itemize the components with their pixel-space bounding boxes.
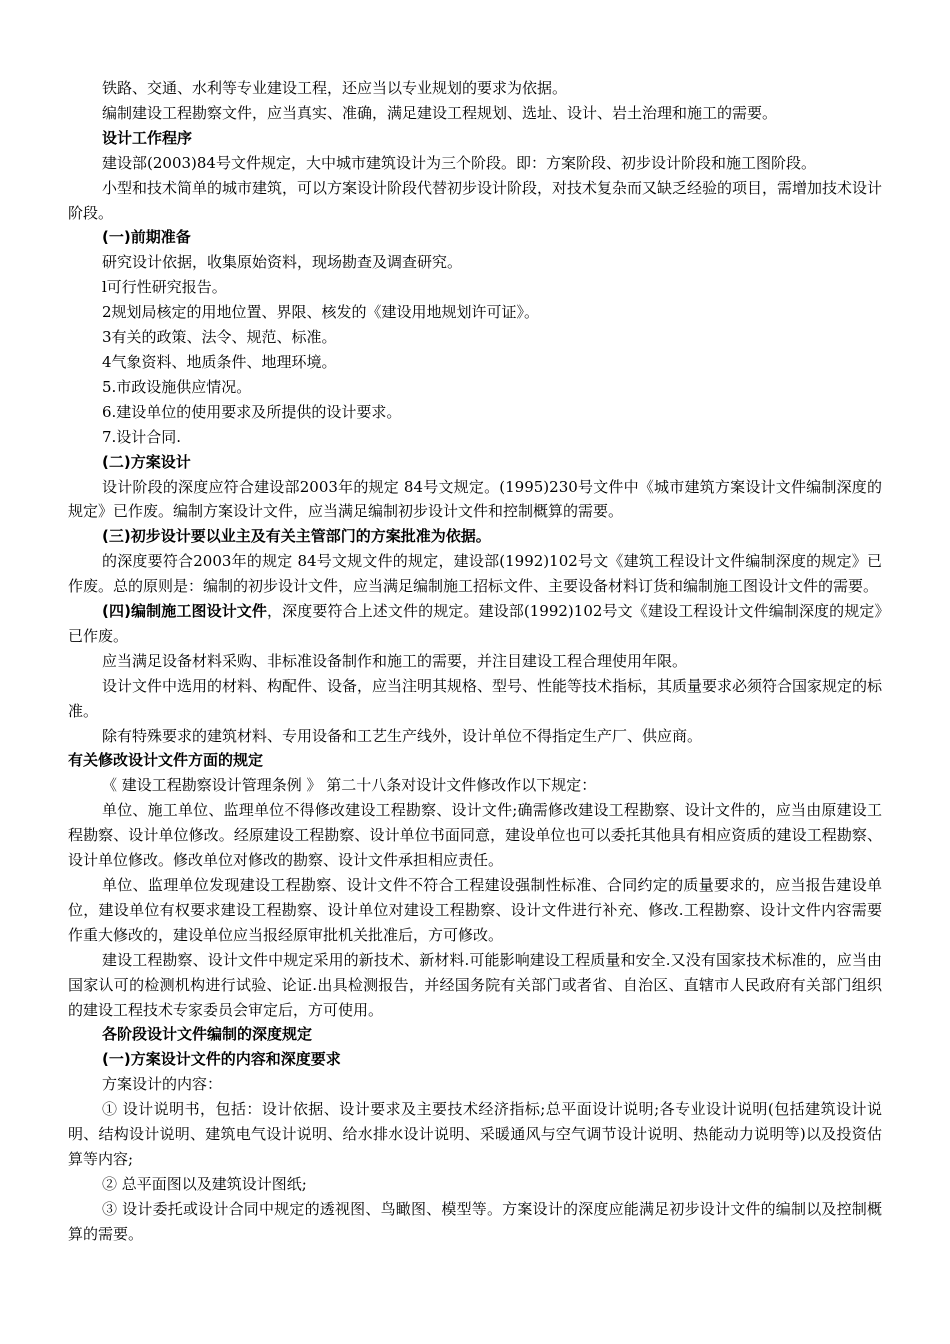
section-heading-depth-rules: 各阶段设计文件编制的深度规定 — [102, 1025, 313, 1044]
list-item-7: 7.设计合同. — [102, 427, 182, 446]
subheading-preliminary-design: (三)初步设计要以业主及有关主管部门的方案批准为依据。 — [102, 527, 491, 546]
subheading-scheme-design: (二)方案设计 — [102, 452, 191, 471]
numbered-item-2: ② 总平面图以及建筑设计图纸; — [102, 1174, 307, 1193]
list-item-3: 3有关的政策、法令、规范、标准。 — [102, 328, 337, 347]
paragraph-8-text: ，深度要符合上述文件的规定。建设部(1992)102号文《建设工程设计文件编制深度的规定》已作废。 — [68, 602, 882, 645]
section-heading-design-procedure: 设计工作程序 — [102, 128, 193, 147]
paragraph-6: 设计阶段的深度应符合建设部2003年的规定 84号文规定。(1995)230号文件中《城市建筑方案设计文件编制深度的规定》已作废。编制方案设计文件，应当满足编制初步设计文件和控制概算的需要。 — [68, 477, 882, 521]
subheading-preparation: (一)前期准备 — [102, 228, 191, 247]
list-item-4: 4气象资料、地质条件、地理环境。 — [102, 352, 337, 371]
subheading-scheme-content: (一)方案设计文件的内容和深度要求 — [102, 1050, 341, 1069]
paragraph-10: 设计文件中选用的材料、构配件、设备，应当注明其规格、型号、性能等技术指标，其质量要求必须符合国家规定的标准。 — [68, 676, 883, 720]
paragraph-7: 的深度要符合2003年的规定 84号文规文件的规定，建设部(1992)102号文《建筑工程设计文件编制深度的规定》已作废。总的原则是：编制的初步设计文件，应当满足编制施工招标文件、主要设备材料订货和编制施工图设计文件的需要。 — [68, 552, 882, 596]
list-item-5: 5.市政设施供应情况。 — [102, 377, 252, 396]
list-item-2: 2规划局核定的用地位置、界限、核发的《建设用地规划许可证》。 — [102, 303, 540, 322]
paragraph-14: 单位、监理单位发现建设工程勘察、设计文件不符合工程建设强制性标准、合同约定的质量要求的，应当报告建设单位，建设单位有权要求建设工程勘察、设计单位对建设工程勘察、设计文件进行补充、修改.工程勘察、设计文件内容需要作重大修改的，建设单位应当报经原审批机关批准后，方可修改。 — [68, 876, 882, 944]
paragraph-4: 小型和技术简单的城市建筑，可以方案设计阶段代替初步设计阶段，对技术复杂而又缺乏经验的项目，需增加技术设计阶段。 — [68, 178, 883, 222]
paragraph-13: 单位、施工单位、监理单位不得修改建设工程勘察、设计文件;确需修改建设工程勘察、设计文件的，应当由原建设工程勘察、设计单位修改。经原建设工程勘察、设计单位书面同意，建设单位也可以委托其他具有相应资质的建设工程勘察、设计单位修改。修改单位对修改的勘察、设计文件承担相应责任。 — [68, 801, 882, 870]
paragraph-15: 建设工程勘察、设计文件中规定采用的新技术、新材料.可能影响建设工程质量和安全.又没有国家技术标准的，应当由国家认可的检测机构进行试验、论证.出具检测报告，并经国务院有关部门或者省、自治区、直辖市人民政府有关部门组织的建设工程技术专家委员会审定后，方可使用。 — [68, 950, 882, 1019]
subheading-construction-drawing: (四)编制施工图设计文件 — [102, 602, 268, 621]
paragraph-3: 建设部(2003)84号文件规定，大中城市建筑设计为三个阶段。即：方案阶段、初步设计阶段和施工图阶段。 — [102, 153, 816, 172]
section-heading-modification: 有关修改设计文件方面的规定 — [68, 751, 264, 770]
list-item-6: 6.建设单位的使用要求及所提供的设计要求。 — [102, 402, 402, 421]
paragraph-2: 编制建设工程勘察文件，应当真实、准确，满足建设工程规划、选址、设计、岩土治理和施工的需要。 — [102, 103, 778, 122]
document-body — [68, 76, 882, 1247]
paragraph-9: 应当满足设备材料采购、非标准设备制作和施工的需要，并注目建设工程合理使用年限。 — [102, 651, 688, 670]
list-item-1: l可行性研究报告。 — [102, 278, 227, 297]
paragraph-16: 方案设计的内容： — [102, 1075, 223, 1094]
paragraph-11: 除有特殊要求的建筑材料、专用设备和工艺生产线外，设计单位不得指定生产厂、供应商。 — [102, 726, 703, 745]
paragraph-1: 铁路、交通、水利等专业建设工程，还应当以专业规划的要求为依据。 — [102, 79, 568, 97]
paragraph-12: 《 建设工程勘察设计管理条例 》 第二十八条对设计文件修改作以下规定： — [102, 776, 597, 795]
paragraph-5: 研究设计依据，收集原始资料，现场勘查及调查研究。 — [102, 253, 463, 272]
numbered-item-1: ① 设计说明书，包括：设计依据、设计要求及主要技术经济指标;总平面设计说明;各专业设计说明(包括建筑设计说明、结构设计说明、建筑电气设计说明、给水排水设计说明、采暖通风与空气调节设计说明、热能动力说明等)以及投资估算等内容; — [68, 1100, 882, 1168]
paragraph-8 — [68, 599, 882, 649]
numbered-item-3: ③ 设计委托或设计合同中规定的透视图、鸟瞰图、模型等。方案设计的深度应能满足初步设计文件的编制以及控制概算的需要。 — [68, 1199, 882, 1243]
